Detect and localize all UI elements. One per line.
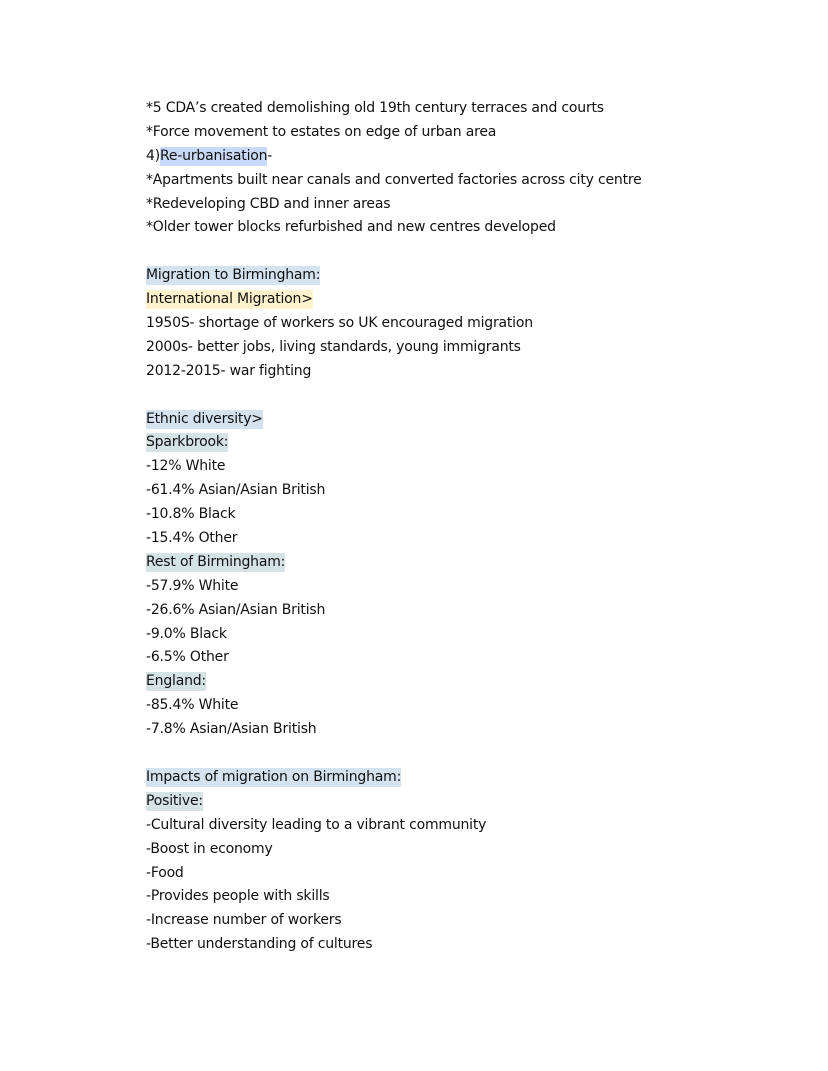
document-line [146, 694, 788, 718]
line-text: 2000s- better jobs, living standards, young immigrants [146, 338, 521, 355]
document-line [146, 527, 788, 551]
line-text: -Food [146, 864, 184, 881]
highlighted-heading: Rest of Birmingham: [146, 553, 286, 570]
line-text: -12% White [146, 458, 226, 475]
line-suffix: - [267, 147, 273, 164]
highlighted-heading: Positive: [146, 792, 203, 809]
line-text: *Apartments built near canals and converted factories across city centre [146, 171, 642, 188]
line-prefix: 4) [146, 147, 160, 164]
line-text: -85.4% White [146, 697, 239, 714]
document-line [146, 479, 788, 503]
document-line [146, 885, 788, 909]
document-line [146, 288, 788, 312]
document-line [146, 766, 788, 790]
document-line [146, 193, 788, 217]
document-line [146, 431, 788, 455]
document-line [146, 551, 788, 575]
line-text: -Provides people with skills [146, 888, 330, 905]
document-line [146, 121, 788, 145]
document-line [146, 646, 788, 670]
highlighted-heading: Migration to Birmingham: [146, 267, 321, 284]
document-line [146, 408, 788, 432]
document-line [146, 455, 788, 479]
highlighted-heading: Ethnic diversity> [146, 410, 263, 427]
line-text: *5 CDA’s created demolishing old 19th century terraces and courts [146, 100, 604, 116]
highlighted-heading: Sparkbrook: [146, 434, 229, 451]
document-line [146, 670, 788, 694]
document-line [146, 838, 788, 862]
line-text: *Redeveloping CBD and inner areas [146, 195, 391, 212]
highlighted-heading: Re-urbanisation [159, 147, 268, 164]
line-text: -26.6% Asian/Asian British [146, 601, 326, 618]
document-line [146, 312, 788, 336]
document-line [146, 623, 788, 647]
document-line [146, 718, 788, 742]
blank-line [146, 384, 788, 408]
line-text: 1950S- shortage of workers so UK encouraged migration [146, 315, 533, 332]
line-text: -61.4% Asian/Asian British [146, 482, 326, 499]
document-line [146, 862, 788, 886]
document-line [146, 933, 788, 957]
document-line [146, 790, 788, 814]
document-line [146, 97, 788, 121]
line-text: -Increase number of workers [146, 912, 342, 929]
line-text: -6.5% Other [146, 649, 229, 666]
line-text: *Older tower blocks refurbished and new centres developed [146, 219, 556, 236]
line-text: -Better understanding of cultures [146, 936, 373, 953]
line-text: *Force movement to estates on edge of urban area [146, 123, 497, 140]
highlighted-heading: England: [146, 673, 206, 690]
blank-line [146, 240, 788, 264]
document-line [146, 575, 788, 599]
line-text: -7.8% Asian/Asian British [146, 721, 317, 738]
document-line [146, 264, 788, 288]
line-text: -15.4% Other [146, 530, 238, 547]
line-text: -10.8% Black [146, 506, 236, 523]
line-text: -Boost in economy [146, 840, 273, 857]
line-text: -9.0% Black [146, 625, 227, 642]
document-line [146, 169, 788, 193]
document-line [146, 814, 788, 838]
line-text: -Cultural diversity leading to a vibrant community [146, 816, 487, 833]
document-line [146, 216, 788, 240]
document-line [146, 909, 788, 933]
document-page [146, 97, 788, 957]
document-line [146, 599, 788, 623]
highlighted-heading: International Migration> [146, 291, 313, 308]
document-line [146, 336, 788, 360]
document-line [146, 360, 788, 384]
blank-line [146, 742, 788, 766]
line-text: -57.9% White [146, 577, 239, 594]
line-text: 2012-2015- war fighting [146, 362, 312, 379]
highlighted-heading: Impacts of migration on Birmingham: [146, 768, 402, 785]
document-line [146, 145, 788, 169]
document-line [146, 503, 788, 527]
